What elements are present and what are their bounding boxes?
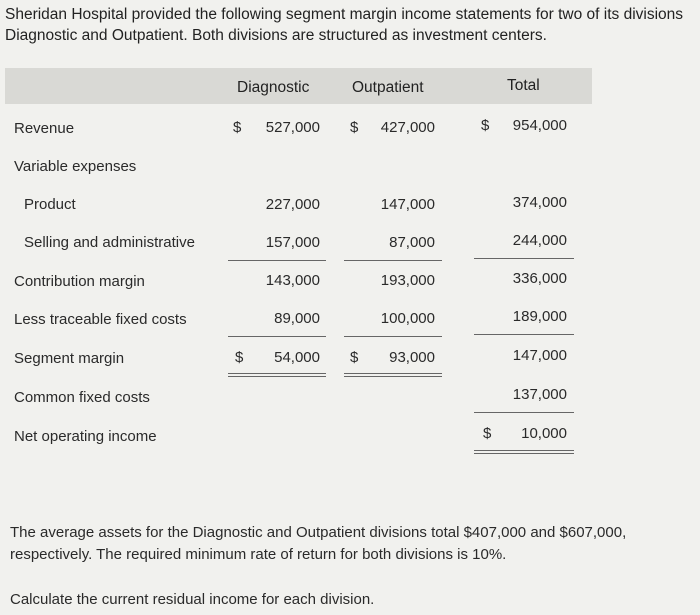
double-rule-outpatient <box>344 373 442 377</box>
segment-margin-total: 147,000 <box>512 347 567 364</box>
segment-margin-outpatient-dollar: $ <box>350 349 359 366</box>
product-outpatient: 147,000 <box>380 196 435 213</box>
row-label-common-fixed-costs: Common fixed costs <box>14 389 150 406</box>
contribution-margin-diagnostic: 143,000 <box>265 272 320 289</box>
row-label-traceable-fixed-costs: Less traceable fixed costs <box>14 311 187 328</box>
row-label-net-operating-income: Net operating income <box>14 428 157 445</box>
segment-margin-outpatient: 93,000 <box>389 349 435 366</box>
assets-paragraph: The average assets for the Diagnostic and Outpatient divisions total $407,000 and $607,000, respectively. The required minimum rate of return for both divisions is 10%. <box>10 524 627 563</box>
revenue-outpatient: 427,000 <box>380 119 435 136</box>
revenue-total: 954,000 <box>512 117 567 134</box>
intro-line-1: Sheridan Hospital provided the following segment margin income statements for two of its divisions <box>5 6 684 23</box>
rule-segment-outpatient <box>344 336 442 337</box>
revenue-diagnostic: 527,000 <box>265 119 320 136</box>
traceable-fixed-diagnostic: 89,000 <box>274 310 320 327</box>
double-rule-total <box>474 450 574 454</box>
row-label-variable-expenses: Variable expenses <box>14 158 137 175</box>
traceable-fixed-outpatient: 100,000 <box>380 310 435 327</box>
contribution-margin-total: 336,000 <box>512 270 567 287</box>
contribution-margin-outpatient: 193,000 <box>380 272 435 289</box>
revenue-outpatient-dollar: $ <box>350 119 359 136</box>
row-label-product: Product <box>24 196 76 213</box>
rule-subtotal-diagnostic <box>228 260 326 261</box>
revenue-total-dollar: $ <box>481 117 490 134</box>
header-total: Total <box>507 77 540 94</box>
product-total: 374,000 <box>512 194 567 211</box>
row-label-segment-margin: Segment margin <box>14 350 125 367</box>
product-diagnostic: 227,000 <box>265 196 320 213</box>
revenue-diagnostic-dollar: $ <box>233 119 242 136</box>
rule-segment-diagnostic <box>228 336 326 337</box>
rule-subtotal-total <box>474 258 574 259</box>
question-text: Calculate the current residual income for each division. <box>10 591 375 608</box>
net-operating-income-dollar: $ <box>483 425 492 442</box>
rule-segment-total <box>474 334 574 335</box>
row-label-contribution-margin: Contribution margin <box>14 273 145 290</box>
rule-subtotal-outpatient <box>344 260 442 261</box>
segment-margin-diagnostic: 54,000 <box>274 349 320 366</box>
selling-admin-diagnostic: 157,000 <box>265 234 320 251</box>
header-outpatient: Outpatient <box>352 79 424 96</box>
intro-text <box>5 4 700 46</box>
double-rule-diagnostic <box>228 373 326 377</box>
common-fixed-total: 137,000 <box>512 386 567 403</box>
header-diagnostic: Diagnostic <box>237 79 310 96</box>
row-label-revenue: Revenue <box>14 120 75 137</box>
traceable-fixed-total: 189,000 <box>512 308 567 325</box>
net-operating-income-total: 10,000 <box>521 425 567 442</box>
row-label-selling-admin: Selling and administrative <box>24 234 195 251</box>
segment-margin-diagnostic-dollar: $ <box>235 349 244 366</box>
intro-line-2: Diagnostic and Outpatient. Both divisions are structured as investment centers. <box>5 27 547 44</box>
rule-net-income-total <box>474 412 574 413</box>
selling-admin-total: 244,000 <box>512 232 567 249</box>
selling-admin-outpatient: 87,000 <box>389 234 435 251</box>
